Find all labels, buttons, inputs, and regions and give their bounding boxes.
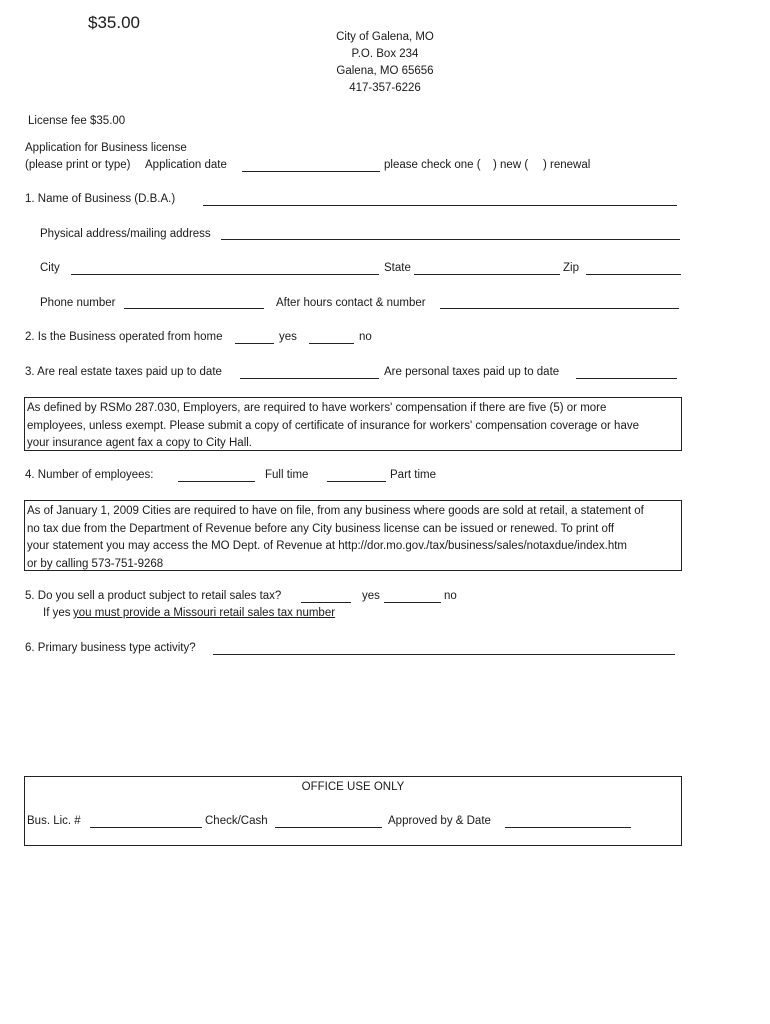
- check-cash-field[interactable]: [275, 827, 382, 828]
- bus-lic-label: Bus. Lic. #: [27, 815, 81, 827]
- print-or-type-note: (please print or type): [25, 159, 131, 171]
- check-one-label: please check one (: [384, 159, 481, 171]
- if-yes-label: If yes: [43, 607, 71, 619]
- address-label: Physical address/mailing address: [40, 228, 211, 240]
- after-hours-field[interactable]: [440, 308, 679, 309]
- sales-tax-number-requirement: you must provide a Missouri retail sales tax number: [73, 607, 336, 619]
- business-name-field[interactable]: [203, 205, 677, 206]
- state-label: State: [384, 262, 411, 274]
- real-estate-taxes-label: 3. Are real estate taxes paid up to date: [25, 366, 222, 378]
- office-use-box: [24, 776, 682, 846]
- home-no-label: no: [359, 331, 372, 343]
- po-box: P.O. Box 234: [351, 48, 419, 60]
- notice-line: or by calling 573-751-9268: [27, 557, 164, 570]
- real-estate-taxes-field[interactable]: [240, 378, 379, 379]
- fee-amount-heading: $35.00: [88, 13, 140, 32]
- full-time-label: Full time: [265, 469, 309, 481]
- workers-comp-notice: [24, 397, 682, 451]
- home-yes-field[interactable]: [235, 343, 274, 344]
- application-date-field[interactable]: [242, 171, 380, 172]
- employees-label: 4. Number of employees:: [25, 469, 154, 481]
- retail-yes-field[interactable]: [301, 602, 351, 603]
- part-time-label: Part time: [390, 469, 437, 481]
- business-type-field[interactable]: [213, 654, 675, 655]
- city-field[interactable]: [71, 274, 379, 275]
- bus-lic-field[interactable]: [90, 827, 202, 828]
- full-time-field[interactable]: [178, 481, 255, 482]
- state-field[interactable]: [414, 274, 560, 275]
- part-time-field[interactable]: [327, 481, 386, 482]
- renewal-option[interactable]: ) renewal: [543, 159, 591, 171]
- phone-number-field[interactable]: [124, 308, 264, 309]
- city-phone: 417-357-6226: [349, 82, 421, 94]
- business-name-label: 1. Name of Business (D.B.A.): [25, 193, 176, 205]
- retail-sales-label: 5. Do you sell a product subject to retail sales tax?: [25, 590, 282, 602]
- after-hours-label: After hours contact & number: [276, 297, 426, 309]
- notice-line: no tax due from the Department of Revenue before any City business license can be issued or renewed. To print off: [27, 522, 615, 535]
- sales-tax-notice: [24, 500, 682, 571]
- notice-line: As of January 1, 2009 Cities are required to have on file, from any business where goods are sold at retail, a statement of: [27, 505, 644, 517]
- application-date-label: Application date: [145, 159, 227, 171]
- city-name: City of Galena, MO: [336, 31, 434, 43]
- home-no-field[interactable]: [309, 343, 354, 344]
- office-use-title: OFFICE USE ONLY: [301, 781, 405, 793]
- personal-taxes-field[interactable]: [576, 378, 677, 379]
- retail-no-label: no: [444, 590, 457, 602]
- approved-label: Approved by & Date: [388, 815, 491, 827]
- notice-line: your statement you may access the MO Dept. of Revenue at http://dor.mo.gov./tax/business/sales/notaxdue/index.htm: [27, 540, 628, 552]
- license-fee: License fee $35.00: [28, 115, 126, 127]
- home-business-label: 2. Is the Business operated from home: [25, 331, 223, 343]
- phone-number-label: Phone number: [40, 297, 116, 309]
- address-field[interactable]: [221, 239, 680, 240]
- zip-field[interactable]: [586, 274, 681, 275]
- new-option[interactable]: ) new (: [493, 159, 529, 171]
- notice-line: employees, unless exempt. Please submit a copy of certificate of insurance for workers' compensation coverage or have: [27, 419, 639, 432]
- home-yes-label: yes: [279, 331, 297, 343]
- city-label: City: [40, 262, 60, 274]
- personal-taxes-label: Are personal taxes paid up to date: [384, 366, 560, 378]
- notice-line: your insurance agent fax a copy to City Hall.: [27, 437, 253, 449]
- notice-line: As defined by RSMo 287.030, Employers, are required to have workers' compensation if there are five (5) or more: [27, 402, 607, 414]
- zip-label: Zip: [563, 262, 579, 274]
- retail-no-field[interactable]: [384, 602, 441, 603]
- business-type-label: 6. Primary business type activity?: [25, 642, 196, 654]
- check-cash-label: Check/Cash: [205, 815, 268, 827]
- application-title: Application for Business license: [25, 142, 187, 154]
- city-state-zip: Galena, MO 65656: [336, 65, 434, 77]
- retail-yes-label: yes: [362, 590, 380, 602]
- approved-field[interactable]: [505, 827, 631, 828]
